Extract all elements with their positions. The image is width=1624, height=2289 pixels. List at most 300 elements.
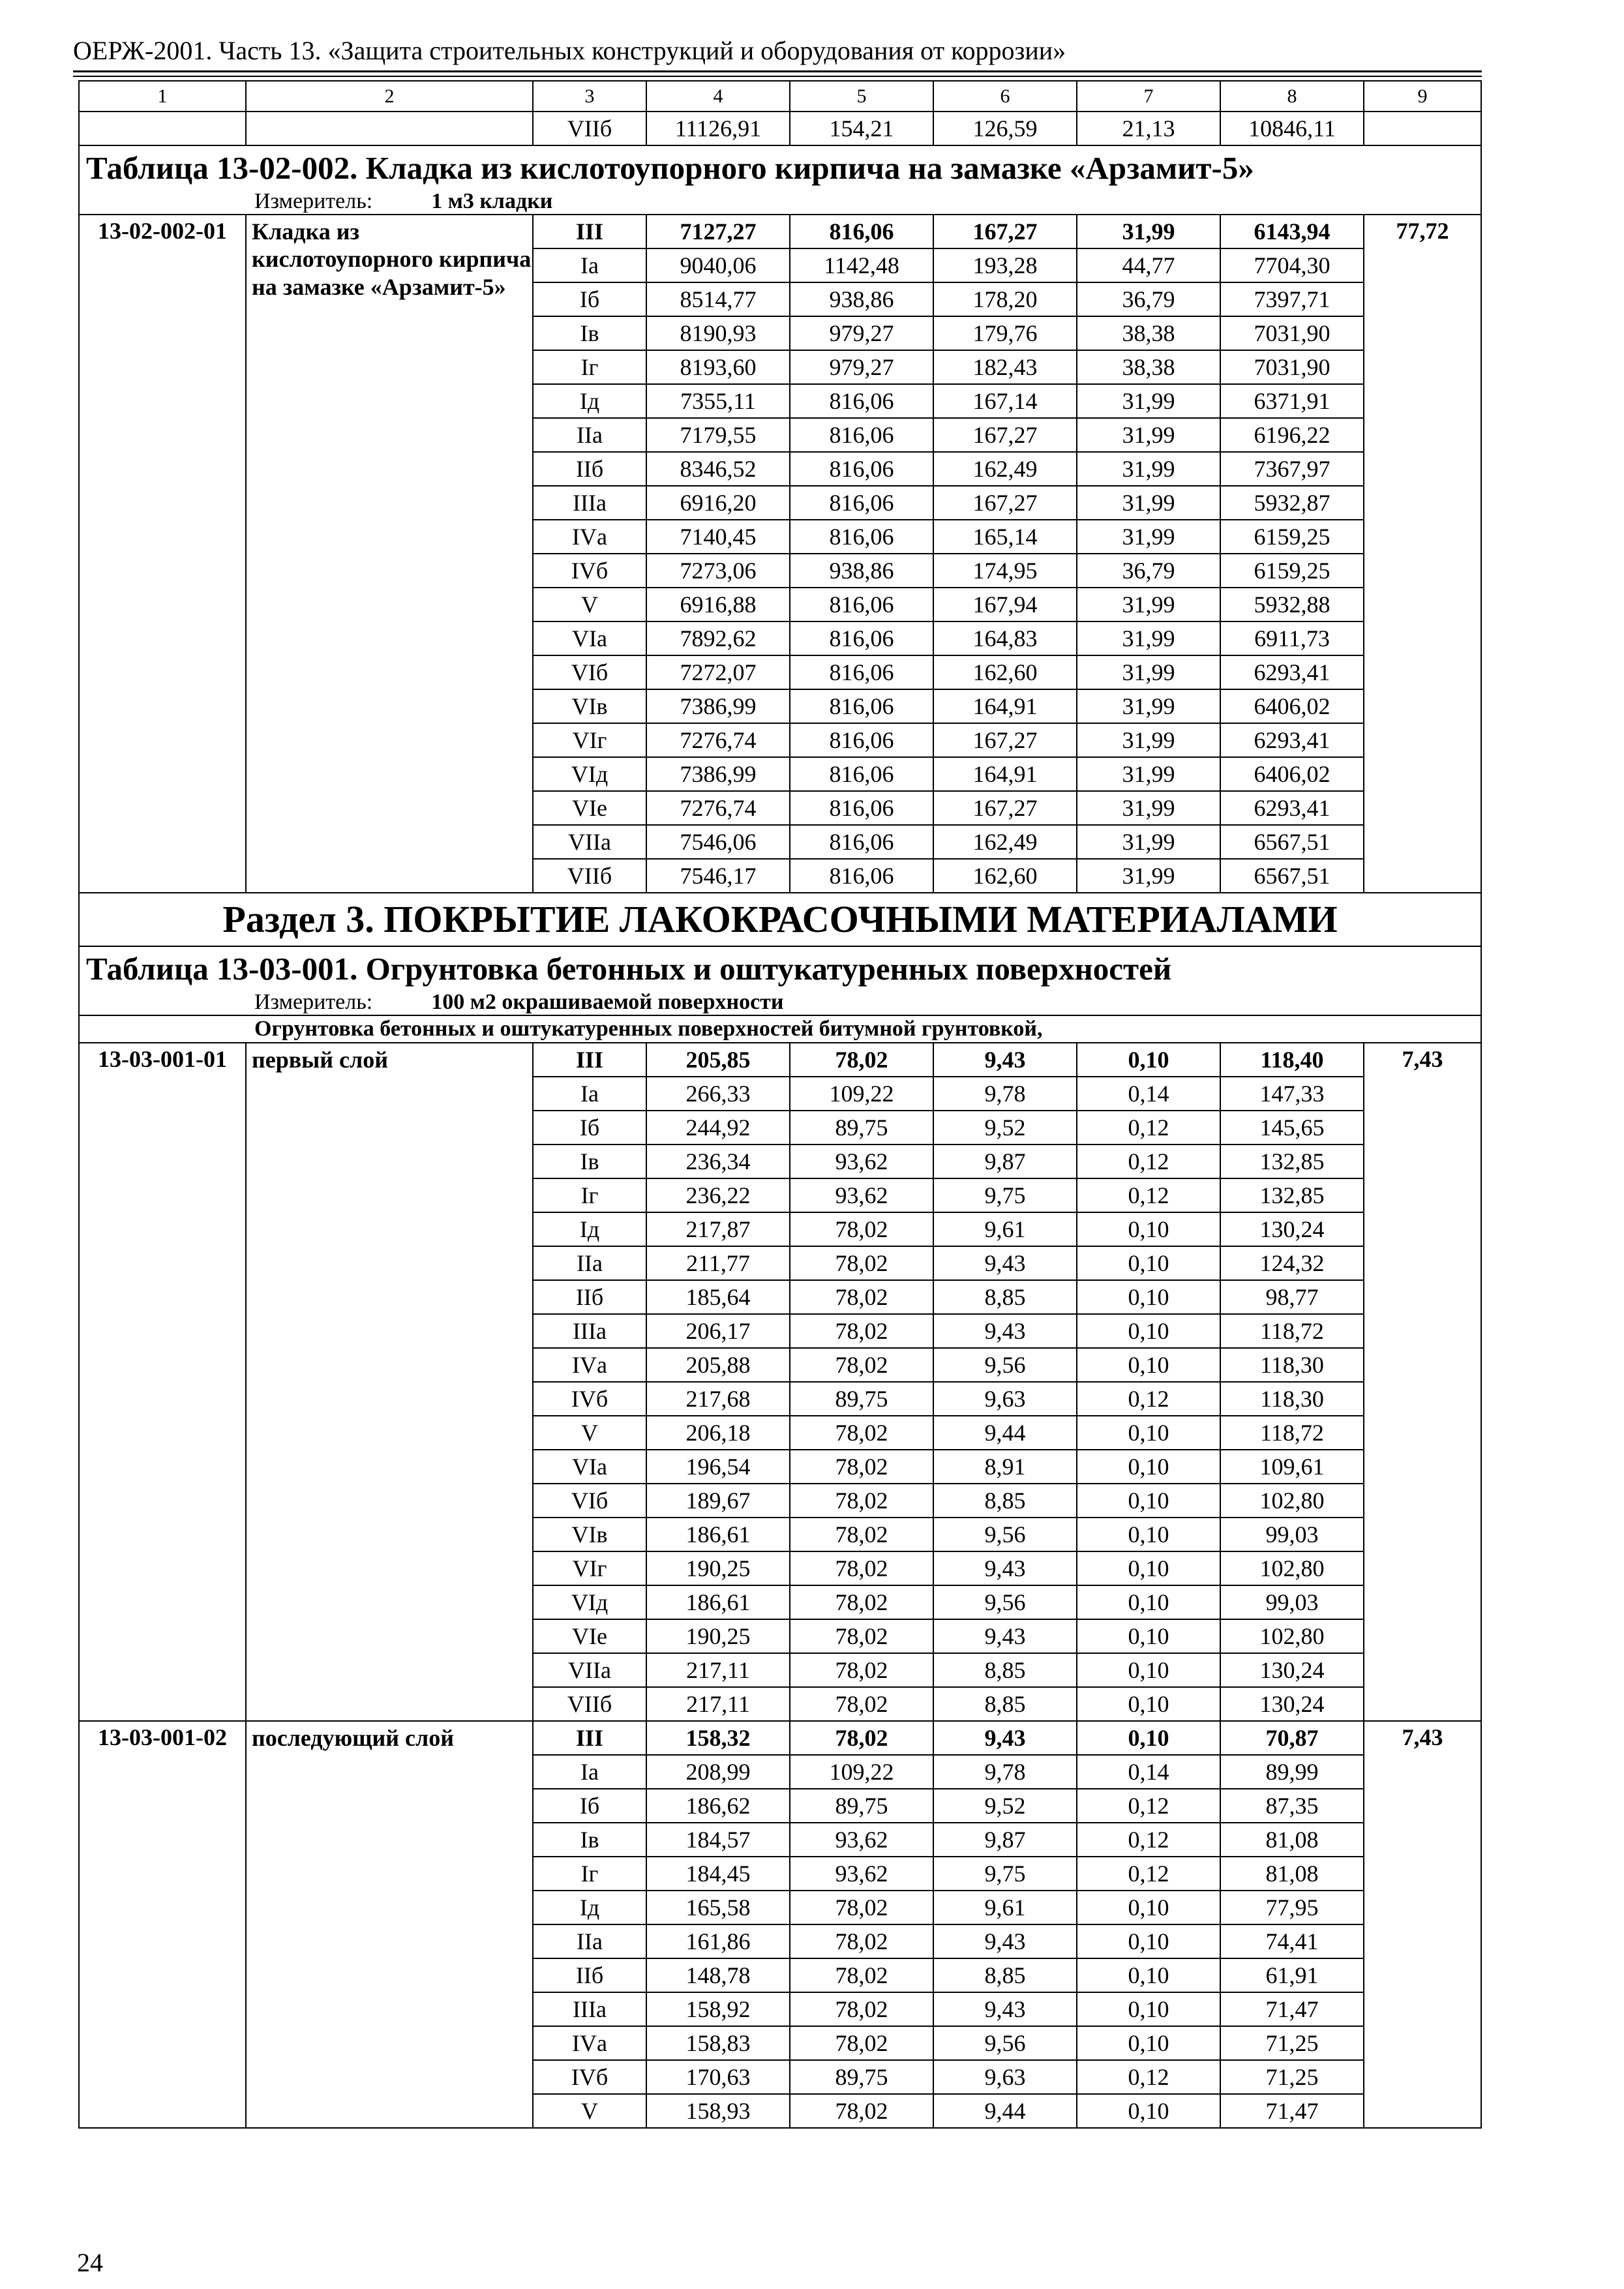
value-cell: 0,10 — [1077, 1043, 1220, 1077]
value-cell: 236,22 — [646, 1178, 790, 1212]
value-cell: 31,99 — [1077, 215, 1220, 248]
value-cell: 162,60 — [933, 655, 1077, 689]
value-cell: 167,27 — [933, 791, 1077, 825]
value-cell: 0,10 — [1077, 1484, 1220, 1518]
value-cell: 99,03 — [1220, 1585, 1364, 1619]
value-cell: 147,33 — [1220, 1077, 1364, 1111]
column-header: 5 — [790, 81, 933, 112]
value-cell: 816,06 — [790, 588, 933, 621]
value-cell: 78,02 — [790, 1484, 933, 1518]
col9-cell: 7,43 — [1364, 1721, 1481, 2128]
value-cell: 132,85 — [1220, 1178, 1364, 1212]
value-cell: 7355,11 — [646, 384, 790, 418]
value-cell: Iв — [533, 316, 646, 350]
value-cell: 36,79 — [1077, 554, 1220, 588]
value-cell: 165,58 — [646, 1891, 790, 1924]
page-header: ОЕРЖ-2001. Часть 13. «Защита строительных конструкций и оборудования от коррозии» — [73, 36, 1066, 65]
value-cell: VIIа — [533, 1653, 646, 1687]
value-cell: 0,12 — [1077, 1823, 1220, 1857]
value-cell: 9,44 — [933, 2094, 1077, 2128]
value-cell: 244,92 — [646, 1111, 790, 1144]
value-cell: VIе — [533, 791, 646, 825]
value-cell: 8,85 — [933, 1687, 1077, 1721]
value-cell: 162,60 — [933, 859, 1077, 893]
table-title: Таблица 13-03-001. Огрунтовка бетонных и оштукатуренных поверхностей — [79, 946, 1481, 990]
value-cell: 38,38 — [1077, 316, 1220, 350]
value-cell: 0,10 — [1077, 1924, 1220, 1958]
value-cell: 130,24 — [1220, 1653, 1364, 1687]
column-header-row — [79, 81, 1481, 112]
value-cell: 31,99 — [1077, 825, 1220, 859]
value-cell: 164,91 — [933, 689, 1077, 723]
value-cell: 167,27 — [933, 486, 1077, 520]
value-cell: Iд — [533, 1212, 646, 1246]
value-cell: 78,02 — [790, 1891, 933, 1924]
value-cell: 31,99 — [1077, 588, 1220, 621]
value-cell: 979,27 — [790, 316, 933, 350]
value-cell: Iд — [533, 1891, 646, 1924]
price-table — [78, 80, 1482, 2129]
value-cell: 9,43 — [933, 1924, 1077, 1958]
value-cell: 145,65 — [1220, 1111, 1364, 1144]
value-cell: Iа — [533, 1077, 646, 1111]
value-cell: 211,77 — [646, 1246, 790, 1280]
value-cell: 193,28 — [933, 248, 1077, 282]
value-cell: Iд — [533, 384, 646, 418]
value-cell: 9,56 — [933, 1585, 1077, 1619]
value-cell: 78,02 — [790, 1653, 933, 1687]
code-cell — [79, 112, 246, 145]
value-cell: 0,12 — [1077, 1144, 1220, 1178]
value-cell: 78,02 — [790, 1246, 933, 1280]
value-cell: 6159,25 — [1220, 554, 1364, 588]
value-cell: 161,86 — [646, 1924, 790, 1958]
value-cell: 9,43 — [933, 1619, 1077, 1653]
value-cell: 6371,91 — [1220, 384, 1364, 418]
value-cell: 9,75 — [933, 1178, 1077, 1212]
value-cell: 31,99 — [1077, 418, 1220, 452]
value-cell: 178,20 — [933, 282, 1077, 316]
value-cell: 109,22 — [790, 1755, 933, 1789]
col9-cell: 7,43 — [1364, 1043, 1481, 1721]
value-cell: 38,38 — [1077, 350, 1220, 384]
value-cell: 31,99 — [1077, 621, 1220, 655]
value-cell: 0,12 — [1077, 1178, 1220, 1212]
value-cell: 102,80 — [1220, 1484, 1364, 1518]
value-cell: 816,06 — [790, 384, 933, 418]
value-cell: 89,99 — [1220, 1755, 1364, 1789]
value-cell: Iг — [533, 1178, 646, 1212]
value-cell: Iб — [533, 282, 646, 316]
value-cell: 93,62 — [790, 1857, 933, 1891]
value-cell: IVб — [533, 554, 646, 588]
value-cell: 9,78 — [933, 1755, 1077, 1789]
value-cell: 7276,74 — [646, 723, 790, 757]
value-cell: 78,02 — [790, 1619, 933, 1653]
value-cell: IVб — [533, 1382, 646, 1416]
column-header: 6 — [933, 81, 1077, 112]
value-cell: 6293,41 — [1220, 791, 1364, 825]
value-cell: 184,57 — [646, 1823, 790, 1857]
value-cell: 11126,91 — [646, 112, 790, 145]
value-cell: 0,10 — [1077, 1348, 1220, 1382]
value-cell: Iв — [533, 1144, 646, 1178]
value-cell: IIб — [533, 1280, 646, 1314]
value-cell: 31,99 — [1077, 723, 1220, 757]
value-cell: 938,86 — [790, 554, 933, 588]
value-cell: 118,72 — [1220, 1314, 1364, 1348]
value-cell: 71,47 — [1220, 2094, 1364, 2128]
value-cell: 186,61 — [646, 1585, 790, 1619]
value-cell: 78,02 — [790, 1043, 933, 1077]
column-header: 8 — [1220, 81, 1364, 112]
description-cell: первый слой — [246, 1043, 533, 1721]
value-cell: 71,25 — [1220, 2060, 1364, 2094]
value-cell: 31,99 — [1077, 520, 1220, 554]
value-cell: 0,14 — [1077, 1077, 1220, 1111]
value-cell: 102,80 — [1220, 1619, 1364, 1653]
value-cell: 81,08 — [1220, 1857, 1364, 1891]
value-cell: 7367,97 — [1220, 452, 1364, 486]
value-cell: IIа — [533, 1924, 646, 1958]
value-cell: 7140,45 — [646, 520, 790, 554]
value-cell: VIIб — [533, 1687, 646, 1721]
value-cell: 206,18 — [646, 1416, 790, 1450]
value-cell: VIд — [533, 757, 646, 791]
value-cell: 0,10 — [1077, 1280, 1220, 1314]
value-cell: 266,33 — [646, 1077, 790, 1111]
value-cell: 186,62 — [646, 1789, 790, 1823]
table-title-row — [79, 145, 1481, 189]
measure-label: Измеритель: — [254, 189, 373, 213]
value-cell: 71,47 — [1220, 1992, 1364, 2026]
subheading-row — [79, 1015, 1481, 1043]
value-cell: 0,14 — [1077, 1755, 1220, 1789]
value-cell: 9,87 — [933, 1144, 1077, 1178]
value-cell: 7892,62 — [646, 621, 790, 655]
value-cell: 8,85 — [933, 1958, 1077, 1992]
value-cell: V — [533, 588, 646, 621]
section-title: Раздел 3. ПОКРЫТИЕ ЛАКОКРАСОЧНЫМИ МАТЕРИАЛАМИ — [79, 893, 1481, 946]
value-cell: 78,02 — [790, 1585, 933, 1619]
value-cell: Iв — [533, 1823, 646, 1857]
value-cell: 21,13 — [1077, 112, 1220, 145]
value-cell: 9,75 — [933, 1857, 1077, 1891]
value-cell: 9040,06 — [646, 248, 790, 282]
value-cell: 89,75 — [790, 1789, 933, 1823]
value-cell: 6406,02 — [1220, 689, 1364, 723]
value-cell: 167,94 — [933, 588, 1077, 621]
value-cell: 816,06 — [790, 825, 933, 859]
value-cell: 5932,88 — [1220, 588, 1364, 621]
measure-value: 100 м2 окрашиваемой поверхности — [431, 990, 784, 1014]
description-cell — [246, 112, 533, 145]
value-cell: 78,02 — [790, 1212, 933, 1246]
code-cell: 13-03-001-02 — [79, 1721, 246, 2128]
value-cell: 170,63 — [646, 2060, 790, 2094]
value-cell: 185,64 — [646, 1280, 790, 1314]
value-cell: 816,06 — [790, 418, 933, 452]
value-cell: 158,92 — [646, 1992, 790, 2026]
code-cell: 13-02-002-01 — [79, 215, 246, 893]
value-cell: 167,27 — [933, 723, 1077, 757]
value-cell: 78,02 — [790, 2026, 933, 2060]
value-cell: 78,02 — [790, 2094, 933, 2128]
value-cell: 816,06 — [790, 452, 933, 486]
value-cell: 74,41 — [1220, 1924, 1364, 1958]
table-row — [79, 215, 1481, 248]
value-cell: 186,61 — [646, 1518, 790, 1551]
value-cell: 164,83 — [933, 621, 1077, 655]
value-cell: 9,43 — [933, 1314, 1077, 1348]
value-cell: 816,06 — [790, 486, 933, 520]
value-cell: 89,75 — [790, 1382, 933, 1416]
value-cell: 6293,41 — [1220, 723, 1364, 757]
value-cell: 130,24 — [1220, 1687, 1364, 1721]
value-cell: 0,10 — [1077, 1992, 1220, 2026]
value-cell: 979,27 — [790, 350, 933, 384]
value-cell: V — [533, 1416, 646, 1450]
code-cell: 13-03-001-01 — [79, 1043, 246, 1721]
value-cell: 0,10 — [1077, 1619, 1220, 1653]
column-header: 9 — [1364, 81, 1481, 112]
value-cell: 9,52 — [933, 1789, 1077, 1823]
value-cell: 87,35 — [1220, 1789, 1364, 1823]
value-cell: 132,85 — [1220, 1144, 1364, 1178]
value-cell: 7273,06 — [646, 554, 790, 588]
value-cell: VIв — [533, 689, 646, 723]
value-cell: 0,10 — [1077, 1416, 1220, 1450]
value-cell: 217,87 — [646, 1212, 790, 1246]
value-cell: 0,10 — [1077, 1450, 1220, 1484]
value-cell: 8,85 — [933, 1280, 1077, 1314]
continuation-row — [79, 112, 1481, 145]
value-cell: 77,95 — [1220, 1891, 1364, 1924]
value-cell: VIIб — [533, 859, 646, 893]
value-cell: 816,06 — [790, 723, 933, 757]
value-cell: 8193,60 — [646, 350, 790, 384]
value-cell: 9,43 — [933, 1992, 1077, 2026]
value-cell: IIб — [533, 452, 646, 486]
value-cell: 162,49 — [933, 452, 1077, 486]
value-cell: 0,12 — [1077, 1857, 1220, 1891]
value-cell: 124,32 — [1220, 1246, 1364, 1280]
table-row — [79, 1721, 1481, 1755]
value-cell: 118,30 — [1220, 1348, 1364, 1382]
value-cell: 31,99 — [1077, 757, 1220, 791]
value-cell: 182,43 — [933, 350, 1077, 384]
value-cell: 205,85 — [646, 1043, 790, 1077]
value-cell: 7179,55 — [646, 418, 790, 452]
value-cell: 9,78 — [933, 1077, 1077, 1111]
value-cell: 208,99 — [646, 1755, 790, 1789]
value-cell: 190,25 — [646, 1551, 790, 1585]
value-cell: 154,21 — [790, 112, 933, 145]
value-cell: 31,99 — [1077, 452, 1220, 486]
value-cell: 9,56 — [933, 1518, 1077, 1551]
value-cell: IVа — [533, 1348, 646, 1382]
value-cell: 7704,30 — [1220, 248, 1364, 282]
value-cell: 938,86 — [790, 282, 933, 316]
value-cell: VIа — [533, 1450, 646, 1484]
value-cell: 9,56 — [933, 2026, 1077, 2060]
column-header: 3 — [533, 81, 646, 112]
value-cell: 196,54 — [646, 1450, 790, 1484]
measure-row — [79, 189, 1481, 215]
value-cell: 8,85 — [933, 1484, 1077, 1518]
value-cell: 31,99 — [1077, 689, 1220, 723]
value-cell: III — [533, 1043, 646, 1077]
value-cell: 0,12 — [1077, 1111, 1220, 1144]
value-cell: 816,06 — [790, 859, 933, 893]
value-cell: 0,10 — [1077, 1518, 1220, 1551]
value-cell: 6911,73 — [1220, 621, 1364, 655]
measure-row — [79, 990, 1481, 1015]
value-cell: VIIб — [533, 112, 646, 145]
value-cell: 0,10 — [1077, 1891, 1220, 1924]
value-cell: 167,14 — [933, 384, 1077, 418]
value-cell: 31,99 — [1077, 384, 1220, 418]
value-cell: IIа — [533, 1246, 646, 1280]
value-cell: 7031,90 — [1220, 316, 1364, 350]
value-cell: 158,32 — [646, 1721, 790, 1755]
value-cell: Iг — [533, 350, 646, 384]
value-cell: 0,10 — [1077, 1958, 1220, 1992]
value-cell: 109,22 — [790, 1077, 933, 1111]
value-cell: 9,63 — [933, 2060, 1077, 2094]
value-cell: 189,67 — [646, 1484, 790, 1518]
value-cell: 816,06 — [790, 621, 933, 655]
value-cell: 0,10 — [1077, 1212, 1220, 1246]
value-cell: VIIа — [533, 825, 646, 859]
value-cell: 89,75 — [790, 1111, 933, 1144]
value-cell: 0,12 — [1077, 1789, 1220, 1823]
value-cell: 78,02 — [790, 1518, 933, 1551]
value-cell: 162,49 — [933, 825, 1077, 859]
value-cell: 9,43 — [933, 1551, 1077, 1585]
value-cell: 31,99 — [1077, 655, 1220, 689]
value-cell: 6567,51 — [1220, 825, 1364, 859]
value-cell: VIд — [533, 1585, 646, 1619]
column-header: 4 — [646, 81, 790, 112]
value-cell: 7546,06 — [646, 825, 790, 859]
column-header: 2 — [246, 81, 533, 112]
value-cell: 78,02 — [790, 1314, 933, 1348]
value-cell: 0,12 — [1077, 2060, 1220, 2094]
col9-cell: 77,72 — [1364, 215, 1481, 893]
value-cell: 236,34 — [646, 1144, 790, 1178]
value-cell: 206,17 — [646, 1314, 790, 1348]
value-cell: 9,43 — [933, 1721, 1077, 1755]
value-cell: 816,06 — [790, 791, 933, 825]
value-cell: VIа — [533, 621, 646, 655]
measure-value: 1 м3 кладки — [431, 189, 553, 213]
value-cell: 9,61 — [933, 1212, 1077, 1246]
value-cell: 118,72 — [1220, 1416, 1364, 1450]
value-cell: 217,11 — [646, 1653, 790, 1687]
value-cell: 148,78 — [646, 1958, 790, 1992]
value-cell: 0,10 — [1077, 1246, 1220, 1280]
value-cell: 8190,93 — [646, 316, 790, 350]
measure-line — [79, 990, 1481, 1015]
value-cell: 6406,02 — [1220, 757, 1364, 791]
value-cell: 71,25 — [1220, 2026, 1364, 2060]
value-cell: 174,95 — [933, 554, 1077, 588]
value-cell: 78,02 — [790, 1992, 933, 2026]
value-cell: Iб — [533, 1789, 646, 1823]
value-cell: VIг — [533, 723, 646, 757]
value-cell: 816,06 — [790, 689, 933, 723]
value-cell: 190,25 — [646, 1619, 790, 1653]
value-cell: 816,06 — [790, 655, 933, 689]
value-cell: IIIа — [533, 1992, 646, 2026]
value-cell: 5932,87 — [1220, 486, 1364, 520]
header-rule — [73, 70, 1482, 72]
value-cell: Iа — [533, 1755, 646, 1789]
value-cell: 109,61 — [1220, 1450, 1364, 1484]
value-cell: 78,02 — [790, 1280, 933, 1314]
value-cell: 164,91 — [933, 757, 1077, 791]
col9-cell — [1364, 112, 1481, 145]
table-title-row — [79, 946, 1481, 990]
value-cell: 8346,52 — [646, 452, 790, 486]
value-cell: 205,88 — [646, 1348, 790, 1382]
value-cell: 0,10 — [1077, 1585, 1220, 1619]
value-cell: 165,14 — [933, 520, 1077, 554]
section-row — [79, 893, 1481, 946]
value-cell: 9,63 — [933, 1382, 1077, 1416]
value-cell: 816,06 — [790, 215, 933, 248]
value-cell: 7397,71 — [1220, 282, 1364, 316]
value-cell: 0,12 — [1077, 1382, 1220, 1416]
value-cell: 1142,48 — [790, 248, 933, 282]
value-cell: 7127,27 — [646, 215, 790, 248]
value-cell: 9,52 — [933, 1111, 1077, 1144]
value-cell: 0,10 — [1077, 2094, 1220, 2128]
header-rule-secondary — [73, 76, 1482, 77]
description-cell: последующий слой — [246, 1721, 533, 2128]
value-cell: 7031,90 — [1220, 350, 1364, 384]
value-cell: III — [533, 215, 646, 248]
value-cell: 6196,22 — [1220, 418, 1364, 452]
value-cell: 31,99 — [1077, 486, 1220, 520]
value-cell: 6916,20 — [646, 486, 790, 520]
column-header: 7 — [1077, 81, 1220, 112]
value-cell: 78,02 — [790, 1348, 933, 1382]
value-cell: IIб — [533, 1958, 646, 1992]
table-row — [79, 1043, 1481, 1077]
table-title: Таблица 13-02-002. Кладка из кислотоупорного кирпича на замазке «Арзамит-5» — [79, 145, 1481, 189]
value-cell: IIIа — [533, 486, 646, 520]
measure-line — [79, 189, 1481, 215]
value-cell: 6916,88 — [646, 588, 790, 621]
value-cell: 0,10 — [1077, 1551, 1220, 1585]
value-cell: 0,10 — [1077, 1687, 1220, 1721]
value-cell: 816,06 — [790, 757, 933, 791]
value-cell: 184,45 — [646, 1857, 790, 1891]
value-cell: 126,59 — [933, 112, 1077, 145]
description-cell: Кладка из кислотоупорного кирпича на замазке «Арзамит-5» — [246, 215, 533, 893]
value-cell: 158,83 — [646, 2026, 790, 2060]
value-cell: 9,87 — [933, 1823, 1077, 1857]
value-cell: 78,02 — [790, 1551, 933, 1585]
value-cell: 93,62 — [790, 1823, 933, 1857]
value-cell: 0,10 — [1077, 1721, 1220, 1755]
value-cell: 167,27 — [933, 418, 1077, 452]
value-cell: V — [533, 2094, 646, 2128]
value-cell: 0,10 — [1077, 1314, 1220, 1348]
value-cell: 93,62 — [790, 1144, 933, 1178]
